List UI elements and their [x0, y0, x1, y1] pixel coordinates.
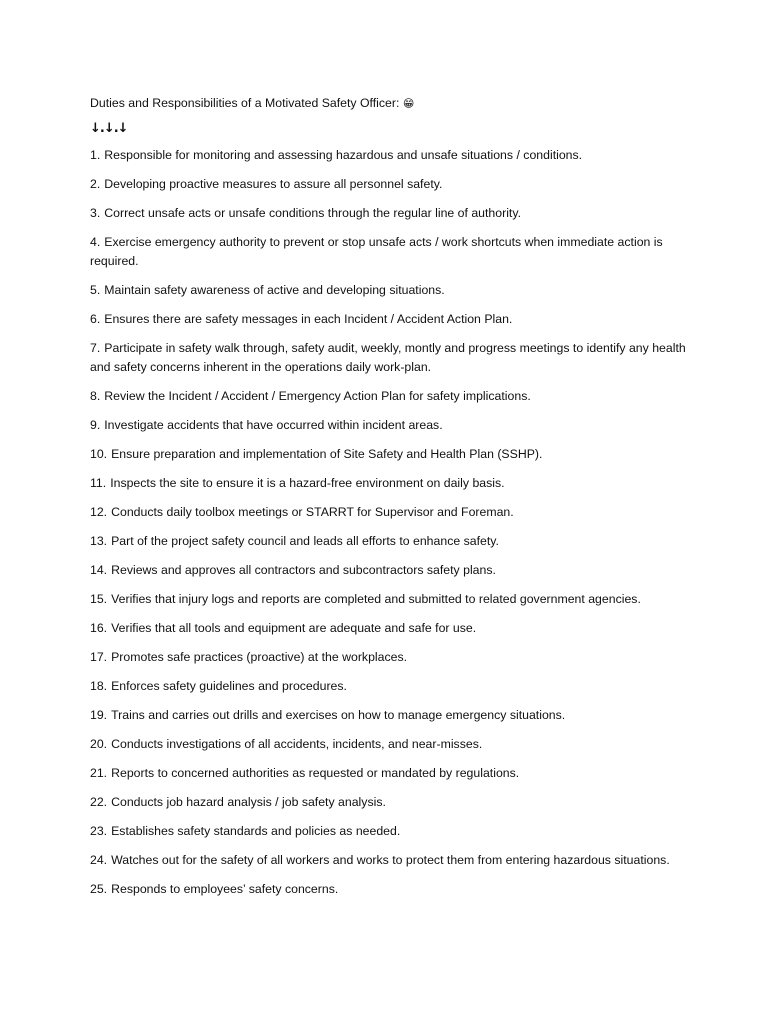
item-number: 9.	[90, 418, 101, 432]
item-number: 19.	[90, 708, 108, 722]
item-number: 16.	[90, 621, 108, 635]
item-number: 11.	[90, 476, 107, 490]
item-text: Conducts daily toolbox meetings or STARRT for Supervisor and Foreman.	[111, 505, 514, 519]
item-number: 25.	[90, 882, 108, 896]
list-item	[90, 387, 690, 406]
item-text: Review the Incident / Accident / Emergency Action Plan for safety implications.	[104, 389, 531, 403]
list-item	[90, 175, 690, 194]
item-text: Reviews and approves all contractors and subcontractors safety plans.	[111, 563, 496, 577]
item-text: Investigate accidents that have occurred within incident areas.	[104, 418, 443, 432]
list-item	[90, 416, 690, 435]
list-item	[90, 822, 690, 841]
list-item	[90, 204, 690, 223]
list-item	[90, 339, 690, 377]
list-item	[90, 503, 690, 522]
item-number: 18.	[90, 679, 108, 693]
list-item	[90, 735, 690, 754]
list-item	[90, 561, 690, 580]
item-text: Responds to employees’ safety concerns.	[111, 882, 339, 896]
title-text: Duties and Responsibilities of a Motivated Safety Officer:	[90, 96, 400, 110]
item-number: 10.	[90, 447, 108, 461]
item-text: Conducts job hazard analysis / job safety analysis.	[111, 795, 386, 809]
item-text: Participate in safety walk through, safety audit, weekly, montly and progress meetings to identify any health and safety concerns inherent in the operations daily work-plan.	[90, 341, 686, 374]
item-text: Exercise emergency authority to prevent or stop unsafe acts / work shortcuts when immediate action is required.	[90, 235, 663, 268]
item-text: Ensures there are safety messages in each Incident / Accident Action Plan.	[104, 312, 513, 326]
down-arrows-icon: ↓.↓.↓	[90, 121, 128, 136]
item-text: Trains and carries out drills and exercises on how to manage emergency situations.	[111, 708, 566, 722]
item-text: Inspects the site to ensure it is a hazard-free environment on daily basis.	[110, 476, 505, 490]
item-number: 6.	[90, 312, 101, 326]
list-item	[90, 793, 690, 812]
item-text: Reports to concerned authorities as requested or mandated by regulations.	[111, 766, 520, 780]
item-text: Maintain safety awareness of active and developing situations.	[104, 283, 445, 297]
list-item	[90, 532, 690, 551]
item-number: 21.	[90, 766, 108, 780]
item-number: 2.	[90, 177, 101, 191]
duties-list	[90, 146, 690, 899]
item-number: 1.	[90, 148, 101, 162]
item-text: Part of the project safety council and leads all efforts to enhance safety.	[111, 534, 499, 548]
list-item	[90, 619, 690, 638]
list-item	[90, 590, 690, 609]
list-item	[90, 281, 690, 300]
item-number: 22.	[90, 795, 108, 809]
item-number: 23.	[90, 824, 108, 838]
item-text: Establishes safety standards and policies as needed.	[111, 824, 401, 838]
item-number: 12.	[90, 505, 108, 519]
item-number: 8.	[90, 389, 101, 403]
item-number: 14.	[90, 563, 108, 577]
document-body	[90, 94, 690, 909]
item-text: Developing proactive measures to assure all personnel safety.	[104, 177, 443, 191]
list-item	[90, 677, 690, 696]
item-text: Verifies that all tools and equipment are adequate and safe for use.	[111, 621, 477, 635]
item-number: 17.	[90, 650, 108, 664]
list-item	[90, 764, 690, 783]
item-number: 13.	[90, 534, 108, 548]
list-item	[90, 880, 690, 899]
item-number: 24.	[90, 853, 108, 867]
document-title	[90, 94, 690, 113]
item-text: Promotes safe practices (proactive) at the workplaces.	[111, 650, 408, 664]
list-item	[90, 706, 690, 725]
item-text: Ensure preparation and implementation of Site Safety and Health Plan (SSHP).	[111, 447, 543, 461]
list-item	[90, 233, 690, 271]
item-number: 20.	[90, 737, 108, 751]
item-number: 5.	[90, 283, 101, 297]
item-text: Responsible for monitoring and assessing hazardous and unsafe situations / conditions.	[104, 148, 583, 162]
list-item	[90, 851, 690, 870]
list-item	[90, 310, 690, 329]
item-text: Correct unsafe acts or unsafe conditions through the regular line of authority.	[104, 206, 522, 220]
list-item	[90, 474, 690, 493]
item-text: Conducts investigations of all accidents, incidents, and near-misses.	[111, 737, 483, 751]
item-number: 3.	[90, 206, 101, 220]
item-text: Watches out for the safety of all workers and works to protect them from entering hazardous situations.	[111, 853, 670, 867]
item-number: 4.	[90, 235, 101, 249]
item-text: Enforces safety guidelines and procedures.	[111, 679, 347, 693]
list-item	[90, 648, 690, 667]
item-number: 7.	[90, 341, 101, 355]
list-item	[90, 445, 690, 464]
item-number: 15.	[90, 592, 108, 606]
grin-emoji-icon: 😁	[402, 97, 415, 110]
list-item	[90, 146, 690, 165]
item-text: Verifies that injury logs and reports are completed and submitted to related government agencies.	[111, 592, 641, 606]
